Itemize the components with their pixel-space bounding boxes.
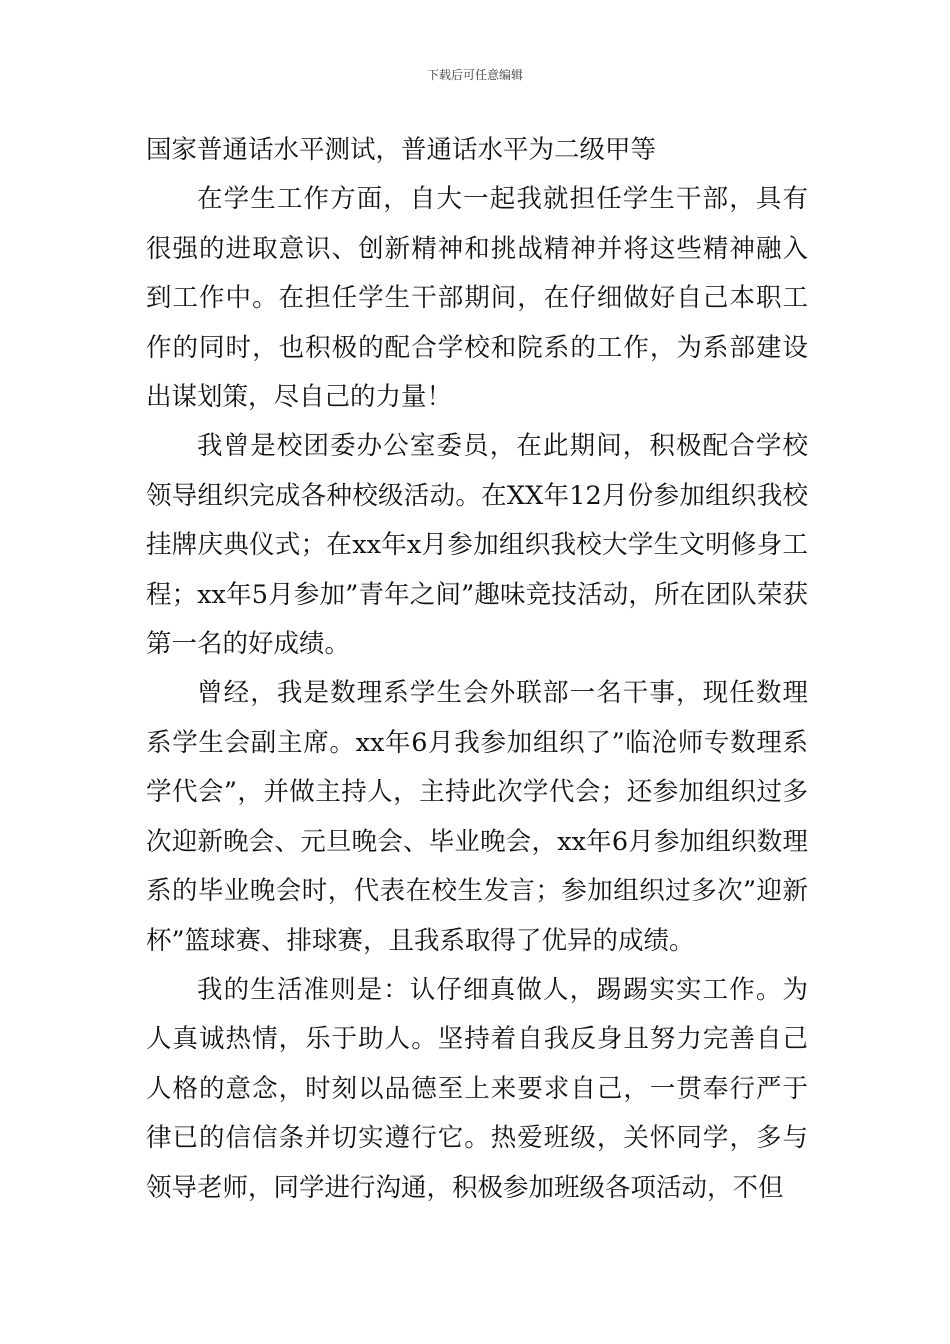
paragraph-life-principles: 我的生活准则是：认仔细真做人，踢踢实实工作。为人真诚热情，乐于助人。坚持着自我反身且努力完善自己人格的意念，时刻以品德至上来要求自己，一贯奉行严于律已的信信条并切实遵行它。热爱班级，关怀同学，多与领导老师，同学进行沟通，积极参加班级各项活动，不但 bbox=[146, 974, 808, 1203]
paragraph-student-work: 在学生工作方面，自大一起我就担任学生干部，具有很强的进取意识、创新精神和挑战精神并将这些精神融入到工作中。在担任学生干部期间，在仔细做好自己本职工作的同时，也积极的配合学校和院系的工作，为系部建设出谋划策，尽自己的力量！ bbox=[146, 184, 808, 413]
page-header-note: 下载后可任意编辑 bbox=[426, 68, 523, 82]
paragraph-continuation: 国家普通话水平测试，普通话水平为二级甲等 bbox=[146, 135, 657, 165]
document-body bbox=[146, 126, 808, 1213]
paragraph-youth-league: 我曾是校团委办公室委员，在此期间，积极配合学校领导组织完成各种校级活动。在XX年12月份参加组织我校挂牌庆典仪式；在xx年x月参加组织我校大学生文明修身工程；xx年5月参加”青年之间”趣味竞技活动，所在团队荣获第一名的好成绩。 bbox=[146, 431, 808, 660]
paragraph-student-union: 曾经，我是数理系学生会外联部一名干事，现任数理系学生会副主席。xx年6月我参加组织了”临沧师专数理系学代会”，并做主持人，主持此次学代会；还参加组织过多次迎新晚会、元旦晚会、毕业晚会，xx年6月参加组织数理系的毕业晚会时，代表在校生发言；参加组织过多次”迎新杯”篮球赛、排球赛，且我系取得了优异的成绩。 bbox=[146, 678, 808, 956]
